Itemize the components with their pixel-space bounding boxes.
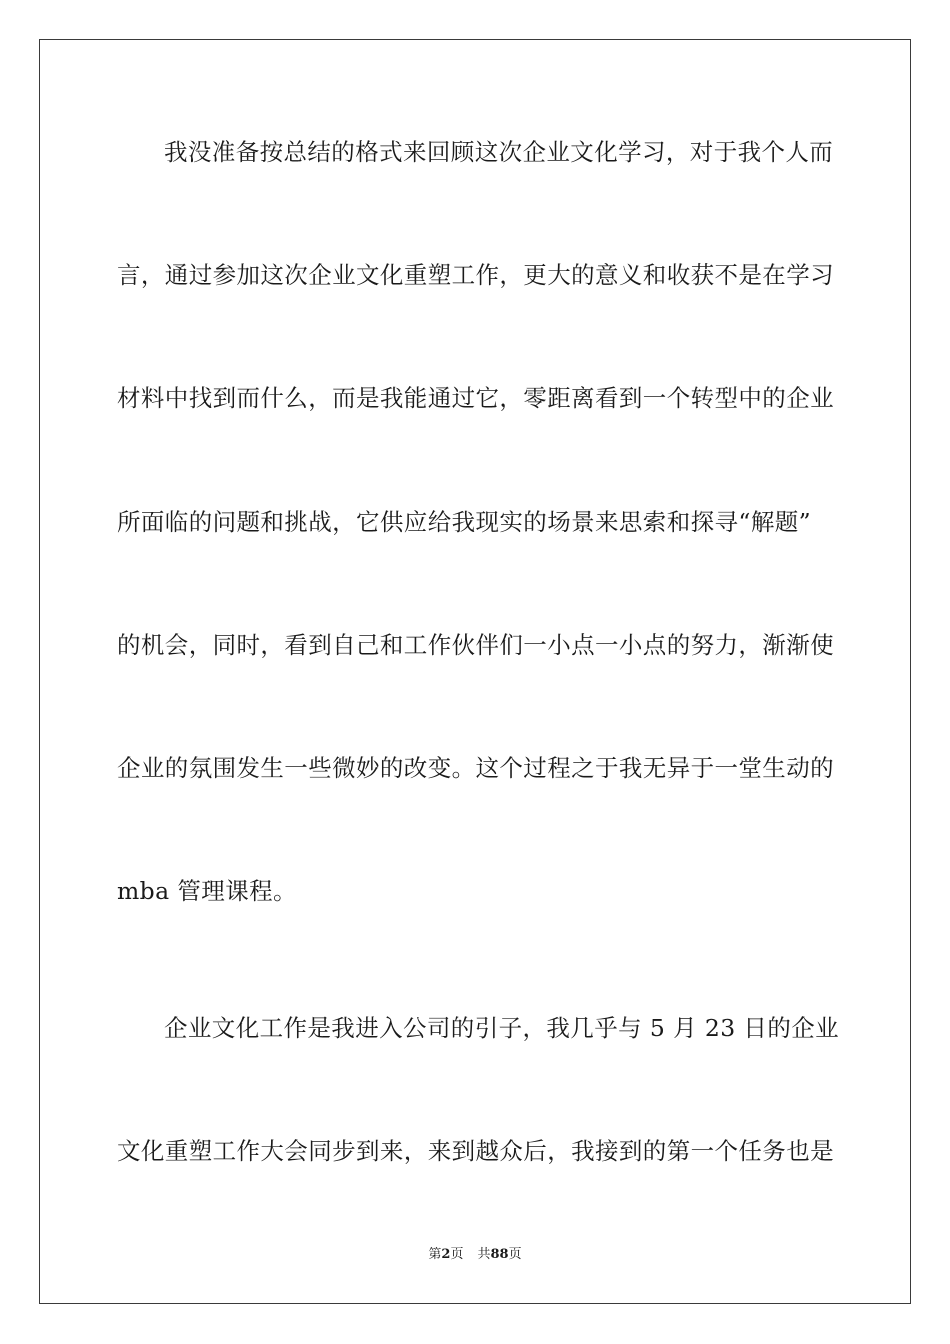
paragraph-line: 企业文化工作是我进入公司的引子，我几乎与 5 月 23 日的企业: [164, 1014, 840, 1042]
paragraph-line: 我没准备按总结的格式来回顾这次企业文化学习，对于我个人而: [164, 138, 834, 166]
page-prefix: 第: [428, 1247, 442, 1262]
paragraph-line: 文化重塑工作大会同步到来，来到越众后，我接到的第一个任务也是: [117, 1137, 834, 1165]
total-suffix: 页: [508, 1247, 522, 1262]
paragraph-line: 的机会，同时，看到自己和工作伙伴们一小点一小点的努力，渐渐使: [117, 631, 834, 659]
paragraph-line: 材料中找到而什么，而是我能通过它，零距离看到一个转型中的企业: [117, 384, 834, 412]
page-current: 2: [441, 1247, 451, 1262]
paragraph-line: mba 管理课程。: [117, 877, 297, 905]
page-footer: [0, 1246, 950, 1264]
page-total: 88: [490, 1247, 509, 1262]
paragraph-line: 言，通过参加这次企业文化重塑工作，更大的意义和收获不是在学习: [117, 261, 834, 289]
total-prefix: 共: [477, 1247, 491, 1262]
page-suffix: 页: [450, 1247, 464, 1262]
paragraph-line: 企业的氛围发生一些微妙的改变。这个过程之于我无异于一堂生动的: [117, 754, 834, 782]
paragraph-line: 所面临的问题和挑战，它供应给我现实的场景来思索和探寻“解题”: [117, 508, 812, 536]
page-border: [39, 39, 911, 1304]
